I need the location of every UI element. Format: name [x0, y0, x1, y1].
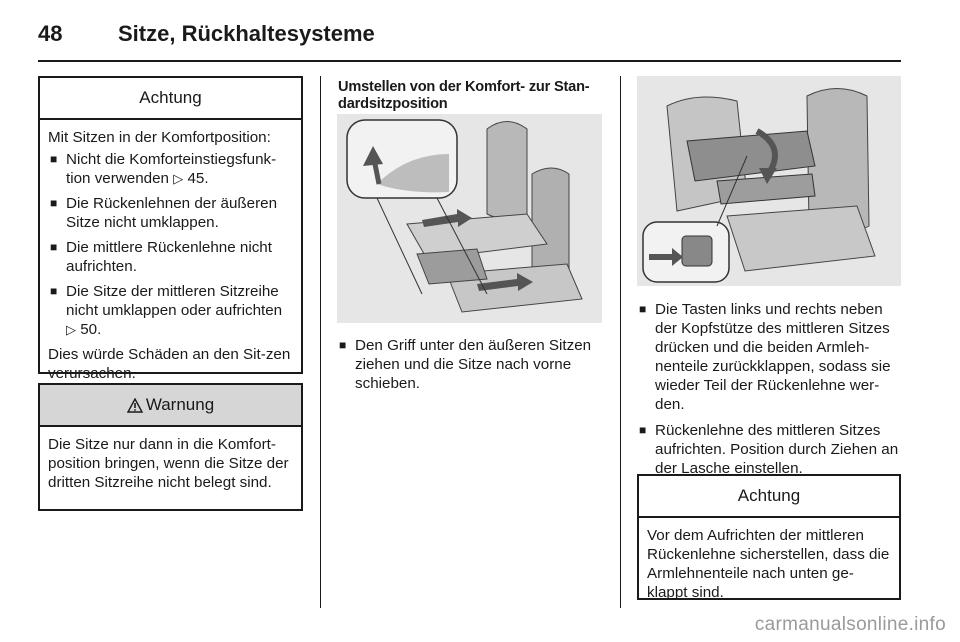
warning-body: Die Sitze nur dann in die Komfort-position bringen, wenn die Sitze der dritten Sitzreihe nicht belegt sind.: [48, 436, 289, 491]
caution-item-text: Die mittlere Rückenlehne nicht aufrichten.: [66, 239, 272, 275]
instruction-item: ■ Die Tasten links und rechts neben der Kopfstütze des mittleren Sitzes drücken und die beiden Armleh-nenteile zurückklappen, sodass sie wieder Teil der Rückenlehne wer-den.: [637, 300, 905, 414]
caution-item-text: Nicht die Komforteinstiegsfunk-tion verwenden: [66, 151, 277, 187]
caution-body: [40, 120, 301, 391]
seat-slide-illustration: [337, 114, 602, 323]
column-divider-left: [320, 76, 321, 608]
page-header: [38, 18, 375, 50]
caution-box: [38, 76, 303, 382]
page-ref: 45.: [187, 170, 209, 187]
right-list: [637, 300, 905, 478]
caution-heading: Achtung: [639, 476, 899, 518]
caution-intro: Mit Sitzen in der Komfortposition:: [48, 129, 271, 146]
caution-item: [48, 238, 293, 276]
caution-item: [48, 194, 293, 232]
page-ref-icon: ▷: [66, 322, 76, 337]
warning-triangle-icon: [127, 398, 143, 413]
section-subheading: Umstellen von der Komfort- zur Stan-dardsitzposition: [338, 79, 590, 112]
page-number: 48: [38, 21, 63, 46]
warning-header: [40, 385, 301, 427]
seat-slide-drawing: [337, 114, 602, 323]
caution-item-text: Die Sitze der mittleren Sitzreihe nicht umklappen oder aufrichten: [66, 283, 283, 319]
page-ref: 50.: [80, 321, 102, 338]
caution-outro: Dies würde Schäden an den Sit-zen verursachen.: [48, 346, 291, 382]
caution-list: [48, 150, 293, 339]
caution-item: [48, 282, 293, 339]
warning-heading: Warnung: [145, 395, 215, 414]
header-rule: [38, 60, 901, 62]
page-ref-icon: ▷: [173, 171, 184, 186]
instruction-item: ■ Den Griff unter den äußeren Sitzen ziehen und die Sitze nach vorne schieben.: [337, 336, 607, 393]
warning-box: [38, 383, 303, 511]
middle-list: [337, 336, 607, 393]
instruction-item: ■ Rückenlehne des mittleren Sitzes aufrichten. Position durch Ziehen an der Lasche einstellen.: [637, 421, 905, 478]
caution-item: [48, 150, 293, 188]
caution-heading: Achtung: [40, 78, 301, 120]
caution-item-text: Die Rückenlehnen der äußeren Sitze nicht umklappen.: [66, 195, 278, 231]
page-title: Sitze, Rückhaltesysteme: [118, 21, 375, 46]
caution-box-right: [637, 474, 901, 600]
armrest-illustration: [637, 76, 901, 286]
column-divider-right: [620, 76, 621, 608]
middle-instructions: [337, 336, 607, 400]
watermark: carmanualsonline.info: [754, 614, 946, 635]
caution-body: Vor dem Aufrichten der mittleren Rückenlehne sicherstellen, dass die Armlehnenteile nach unten ge-klappt sind.: [647, 527, 890, 601]
armrest-drawing: [637, 76, 901, 286]
right-instructions: [637, 300, 905, 485]
